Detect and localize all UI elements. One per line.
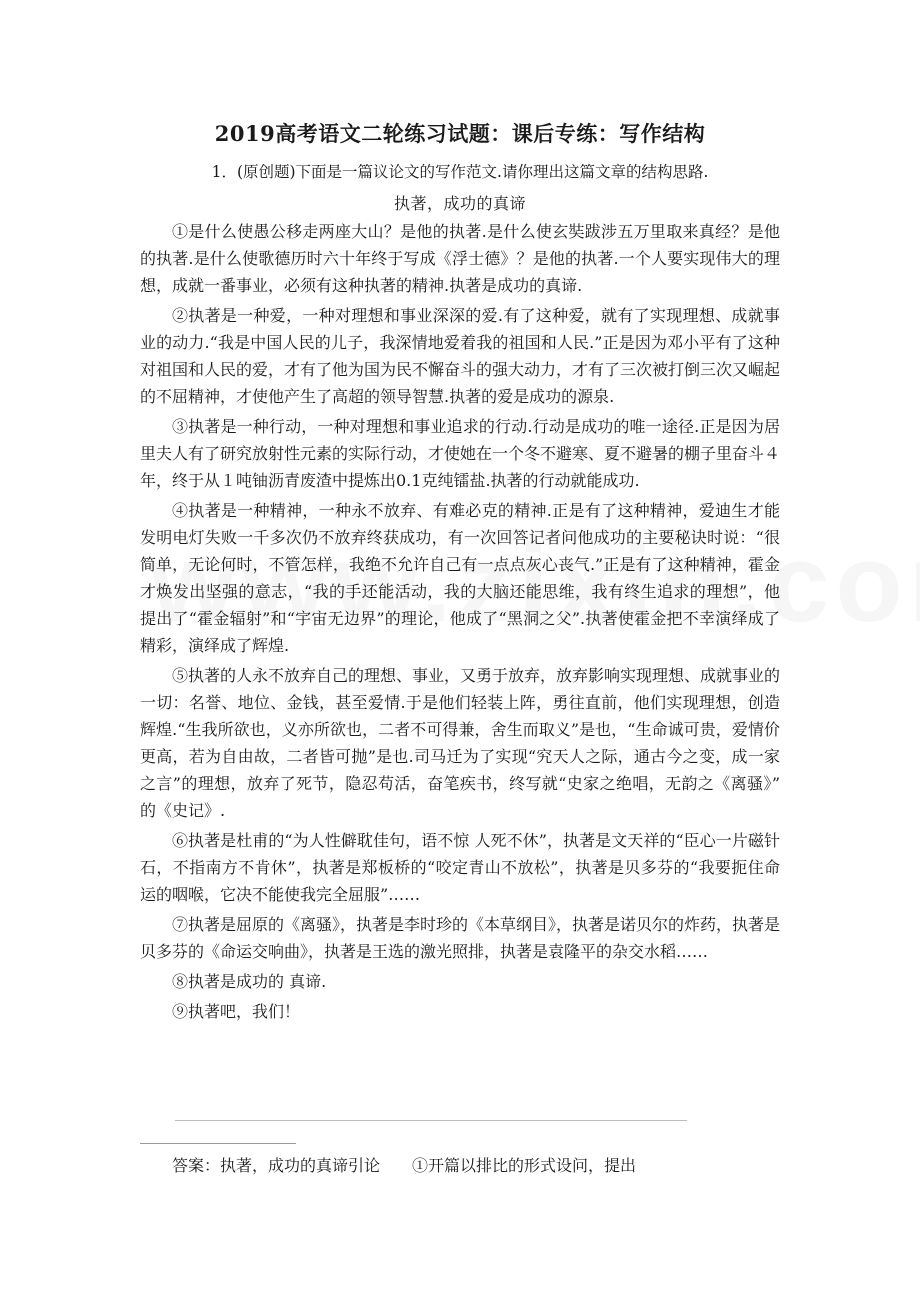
footnote-separator [140, 1143, 296, 1144]
answer-text: 答案：执著，成功的真谛引论 ①开篇以排比的形式设问，提出 [172, 1156, 637, 1175]
essay-body [140, 218, 780, 1028]
document-title: 2019高考语文二轮练习试题：课后专练：写作结构 [214, 121, 706, 146]
question-text: 1．(原创题)下面是一篇议论文的写作范文.请你理出这篇文章的结构思路. [211, 163, 709, 181]
essay-paragraph-5: ⑤执著的人永不放弃自己的理想、事业，又勇于放弃，放弃影响实现理想、成就事业的一切：名誉、地位、金钱，甚至爱情.于是他们轻装上阵，勇往直前，他们实现理想，创造辉煌.“生我所欲也，义亦所欲也，二者不可得兼，舍生而取义”是也，“生命诚可贵，爱情价更高，若为自由故，二者皆可抛”是也.司马迁为了实现“究天人之际，通古今之变，成一家之言”的理想，放弃了死节，隐忍苟活，奋笔疾书，终写就“史家之绝唱，无韵之《离骚》” 的《史记》. [140, 666, 781, 820]
essay-paragraph-8: ⑧执著是成功的 真谛. [172, 972, 327, 991]
essay-title: 执著，成功的真谛 [393, 194, 526, 213]
essay-paragraph-4: ④执著是一种精神，一种永不放弃、有难必克的精神.正是有了这种精神，爱迪生才能发明电灯失败一千多次仍不放弃终获成功，有一次回答记者问他成功的主要秘诀时说：“很简单，无论何时，不管怎样，我绝不允许自己有一点点灰心丧气.”正是有了这种精神，霍金才焕发出坚强的意志，“我的手还能活动，我的大脑还能思维，我有终生追求的理想”，他提出了“霍金辐射”和“宇宙无边界”的理论，他成了“黑洞之父”.执著使霍金把不幸演绎成了精彩，演绎成了辉煌. [140, 501, 780, 655]
essay-paragraph-7: ⑦执著是屈原的《离骚》，执著是李时珍的《本草纲目》，执著是诺贝尔的炸药，执著是贝多芬的《命运交响曲》，执著是王选的激光照排，执著是袁隆平的杂交水稻…… [140, 915, 781, 961]
essay-paragraph-9: ⑨执著吧，我们！ [172, 1002, 301, 1021]
essay-paragraph-6: ⑥执著是杜甫的“为人性僻耽佳句，语不惊 人死不休”，执著是文天祥的“臣心一片磁针石，不指南方不肯休”，执著是郑板桥的“咬定青山不放松”，执著是贝多芬的“我要扼住命运的咽喉，它决不能使我完全屈服”…… [140, 831, 780, 904]
essay-paragraph-3: ③执著是一种行动，一种对理想和事业追求的行动.行动是成功的唯一途径.正是因为居里夫人有了研究放射性元素的实际行动，才使她在一个冬不避寒、夏不避暑的棚子里奋斗４年，终于从１吨铀沥青废渣中提炼出0.1克纯镭盐.执著的行动就能成功. [140, 417, 781, 490]
divider-line [175, 1120, 687, 1121]
essay-paragraph-1: ①是什么使愚公移走两座大山？是他的执著.是什么使玄奘跋涉五万里取来真经？是他的执著.是什么使歌德历时六十年终于写成《浮士德》？是他的执著.一个人要实现伟大的理想，成就一番事业，必须有这种执著的精神.执著是成功的真谛. [140, 222, 780, 295]
essay-paragraph-2: ②执著是一种爱，一种对理想和事业深深的爱.有了这种爱，就有了实现理想、成就事业的动力.“我是中国人民的儿子，我深情地爱着我的祖国和人民.”正是因为邓小平有了这种对祖国和人民的爱，才有了他为国为民不懈奋斗的强大动力，才有了三次被打倒三次又崛起的不屈精神，才使他产生了高超的领导智慧.执著的爱是成功的源泉. [140, 306, 781, 406]
